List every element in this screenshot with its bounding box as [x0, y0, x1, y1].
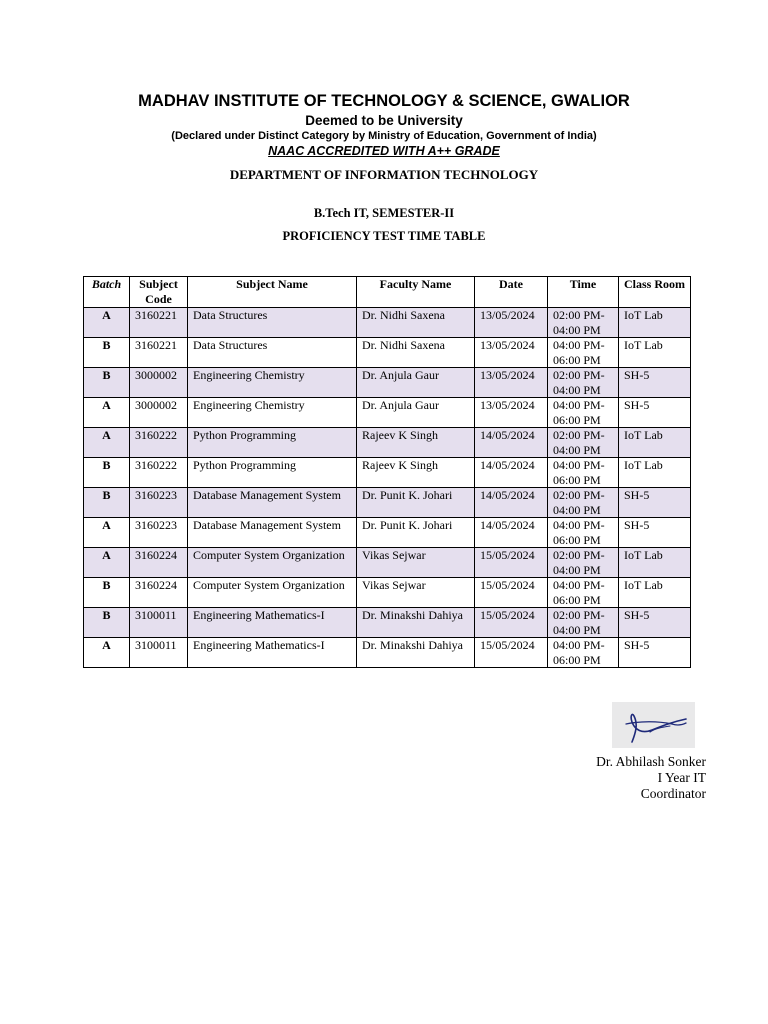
- table-row: [84, 338, 691, 368]
- table-row: [84, 548, 691, 578]
- cell-time: 02:00 PM-04:00 PM: [548, 548, 619, 578]
- cell-subject-code: 3100011: [130, 608, 188, 638]
- col-header-faculty-name: Faculty Name: [357, 277, 475, 308]
- cell-subject-code: 3160224: [130, 548, 188, 578]
- cell-faculty-name: Dr. Anjula Gaur: [357, 368, 475, 398]
- cell-date: 13/05/2024: [475, 308, 548, 338]
- cell-date: 13/05/2024: [475, 338, 548, 368]
- cell-time: 04:00 PM-06:00 PM: [548, 338, 619, 368]
- cell-subject-name: Database Management System: [188, 488, 357, 518]
- cell-subject-name: Engineering Mathematics-I: [188, 608, 357, 638]
- signature-image: [612, 702, 695, 748]
- cell-subject-name: Engineering Mathematics-I: [188, 638, 357, 668]
- cell-faculty-name: Vikas Sejwar: [357, 548, 475, 578]
- cell-time: 02:00 PM-04:00 PM: [548, 608, 619, 638]
- institute-name: MADHAV INSTITUTE OF TECHNOLOGY & SCIENCE, GWALIOR: [138, 92, 630, 110]
- deemed-university-line: Deemed to be University: [305, 113, 463, 128]
- timetable: [83, 276, 691, 668]
- cell-subject-code: 3160221: [130, 308, 188, 338]
- table-row: [84, 368, 691, 398]
- table-row: [84, 638, 691, 668]
- cell-subject-name: Engineering Chemistry: [188, 368, 357, 398]
- cell-faculty-name: Dr. Punit K. Johari: [357, 518, 475, 548]
- cell-batch: A: [84, 308, 130, 338]
- cell-time: 04:00 PM-06:00 PM: [548, 398, 619, 428]
- cell-batch: B: [84, 488, 130, 518]
- cell-class-room: IoT Lab: [619, 308, 691, 338]
- table-row: [84, 458, 691, 488]
- declared-line: (Declared under Distinct Category by Ministry of Education, Government of India): [171, 130, 597, 142]
- cell-faculty-name: Dr. Minakshi Dahiya: [357, 638, 475, 668]
- cell-batch: B: [84, 338, 130, 368]
- cell-faculty-name: Dr. Anjula Gaur: [357, 398, 475, 428]
- cell-subject-code: 3160222: [130, 428, 188, 458]
- cell-date: 14/05/2024: [475, 428, 548, 458]
- cell-faculty-name: Rajeev K Singh: [357, 458, 475, 488]
- cell-date: 13/05/2024: [475, 368, 548, 398]
- cell-batch: A: [84, 428, 130, 458]
- cell-time: 02:00 PM-04:00 PM: [548, 428, 619, 458]
- cell-subject-name: Engineering Chemistry: [188, 398, 357, 428]
- cell-batch: B: [84, 368, 130, 398]
- cell-subject-code: 3160221: [130, 338, 188, 368]
- cell-subject-name: Python Programming: [188, 458, 357, 488]
- cell-subject-name: Database Management System: [188, 518, 357, 548]
- cell-time: 04:00 PM-06:00 PM: [548, 638, 619, 668]
- cell-time: 04:00 PM-06:00 PM: [548, 458, 619, 488]
- cell-subject-name: Data Structures: [188, 338, 357, 368]
- cell-class-room: SH-5: [619, 488, 691, 518]
- table-row: [84, 488, 691, 518]
- cell-subject-code: 3160223: [130, 518, 188, 548]
- cell-date: 13/05/2024: [475, 398, 548, 428]
- cell-batch: B: [84, 578, 130, 608]
- cell-time: 04:00 PM-06:00 PM: [548, 518, 619, 548]
- cell-faculty-name: Dr. Minakshi Dahiya: [357, 608, 475, 638]
- cell-class-room: SH-5: [619, 368, 691, 398]
- cell-batch: B: [84, 458, 130, 488]
- cell-class-room: SH-5: [619, 398, 691, 428]
- cell-date: 14/05/2024: [475, 458, 548, 488]
- cell-time: 02:00 PM-04:00 PM: [548, 308, 619, 338]
- cell-subject-name: Computer System Organization: [188, 578, 357, 608]
- cell-batch: A: [84, 548, 130, 578]
- cell-time: 04:00 PM-06:00 PM: [548, 578, 619, 608]
- cell-batch: A: [84, 398, 130, 428]
- cell-subject-name: Python Programming: [188, 428, 357, 458]
- cell-class-room: IoT Lab: [619, 338, 691, 368]
- cell-faculty-name: Dr. Nidhi Saxena: [357, 338, 475, 368]
- cell-time: 02:00 PM-04:00 PM: [548, 368, 619, 398]
- cell-subject-name: Data Structures: [188, 308, 357, 338]
- signature-icon: [612, 702, 695, 748]
- col-header-class-room: Class Room: [619, 277, 691, 308]
- cell-faculty-name: Dr. Punit K. Johari: [357, 488, 475, 518]
- table-header-row: [84, 277, 691, 308]
- cell-batch: A: [84, 638, 130, 668]
- cell-faculty-name: Dr. Nidhi Saxena: [357, 308, 475, 338]
- cell-faculty-name: Rajeev K Singh: [357, 428, 475, 458]
- cell-date: 15/05/2024: [475, 548, 548, 578]
- cell-date: 15/05/2024: [475, 608, 548, 638]
- cell-time: 02:00 PM-04:00 PM: [548, 488, 619, 518]
- coordinator-designation: I Year IT: [657, 770, 706, 785]
- cell-batch: A: [84, 518, 130, 548]
- table-row: [84, 578, 691, 608]
- cell-date: 15/05/2024: [475, 578, 548, 608]
- table-row: [84, 398, 691, 428]
- cell-class-room: SH-5: [619, 638, 691, 668]
- table-body: [84, 308, 691, 668]
- cell-date: 14/05/2024: [475, 488, 548, 518]
- cell-subject-code: 3160223: [130, 488, 188, 518]
- cell-subject-code: 3000002: [130, 398, 188, 428]
- cell-date: 15/05/2024: [475, 638, 548, 668]
- col-header-batch: Batch: [84, 277, 130, 308]
- cell-subject-code: 3000002: [130, 368, 188, 398]
- coordinator-name: Dr. Abhilash Sonker: [596, 754, 706, 769]
- cell-subject-code: 3100011: [130, 638, 188, 668]
- semester-line: B.Tech IT, SEMESTER-II: [313, 206, 455, 220]
- cell-date: 14/05/2024: [475, 518, 548, 548]
- naac-accreditation: NAAC ACCREDITED WITH A++ GRADE: [268, 144, 500, 158]
- department-name: DEPARTMENT OF INFORMATION TECHNOLOGY: [229, 167, 539, 182]
- cell-class-room: IoT Lab: [619, 548, 691, 578]
- document-title: PROFICIENCY TEST TIME TABLE: [282, 229, 486, 243]
- cell-subject-code: 3160224: [130, 578, 188, 608]
- cell-class-room: IoT Lab: [619, 458, 691, 488]
- cell-subject-name: Computer System Organization: [188, 548, 357, 578]
- col-header-subject-name: Subject Name: [188, 277, 357, 308]
- cell-class-room: SH-5: [619, 518, 691, 548]
- col-header-date: Date: [475, 277, 548, 308]
- coordinator-role: Coordinator: [640, 786, 706, 801]
- cell-class-room: SH-5: [619, 608, 691, 638]
- table-row: [84, 428, 691, 458]
- col-header-time: Time: [548, 277, 619, 308]
- cell-faculty-name: Vikas Sejwar: [357, 578, 475, 608]
- cell-class-room: IoT Lab: [619, 578, 691, 608]
- cell-subject-code: 3160222: [130, 458, 188, 488]
- cell-batch: B: [84, 608, 130, 638]
- col-header-subject-code: Subject Code: [130, 277, 188, 308]
- table-row: [84, 518, 691, 548]
- table-row: [84, 608, 691, 638]
- cell-class-room: IoT Lab: [619, 428, 691, 458]
- table-row: [84, 308, 691, 338]
